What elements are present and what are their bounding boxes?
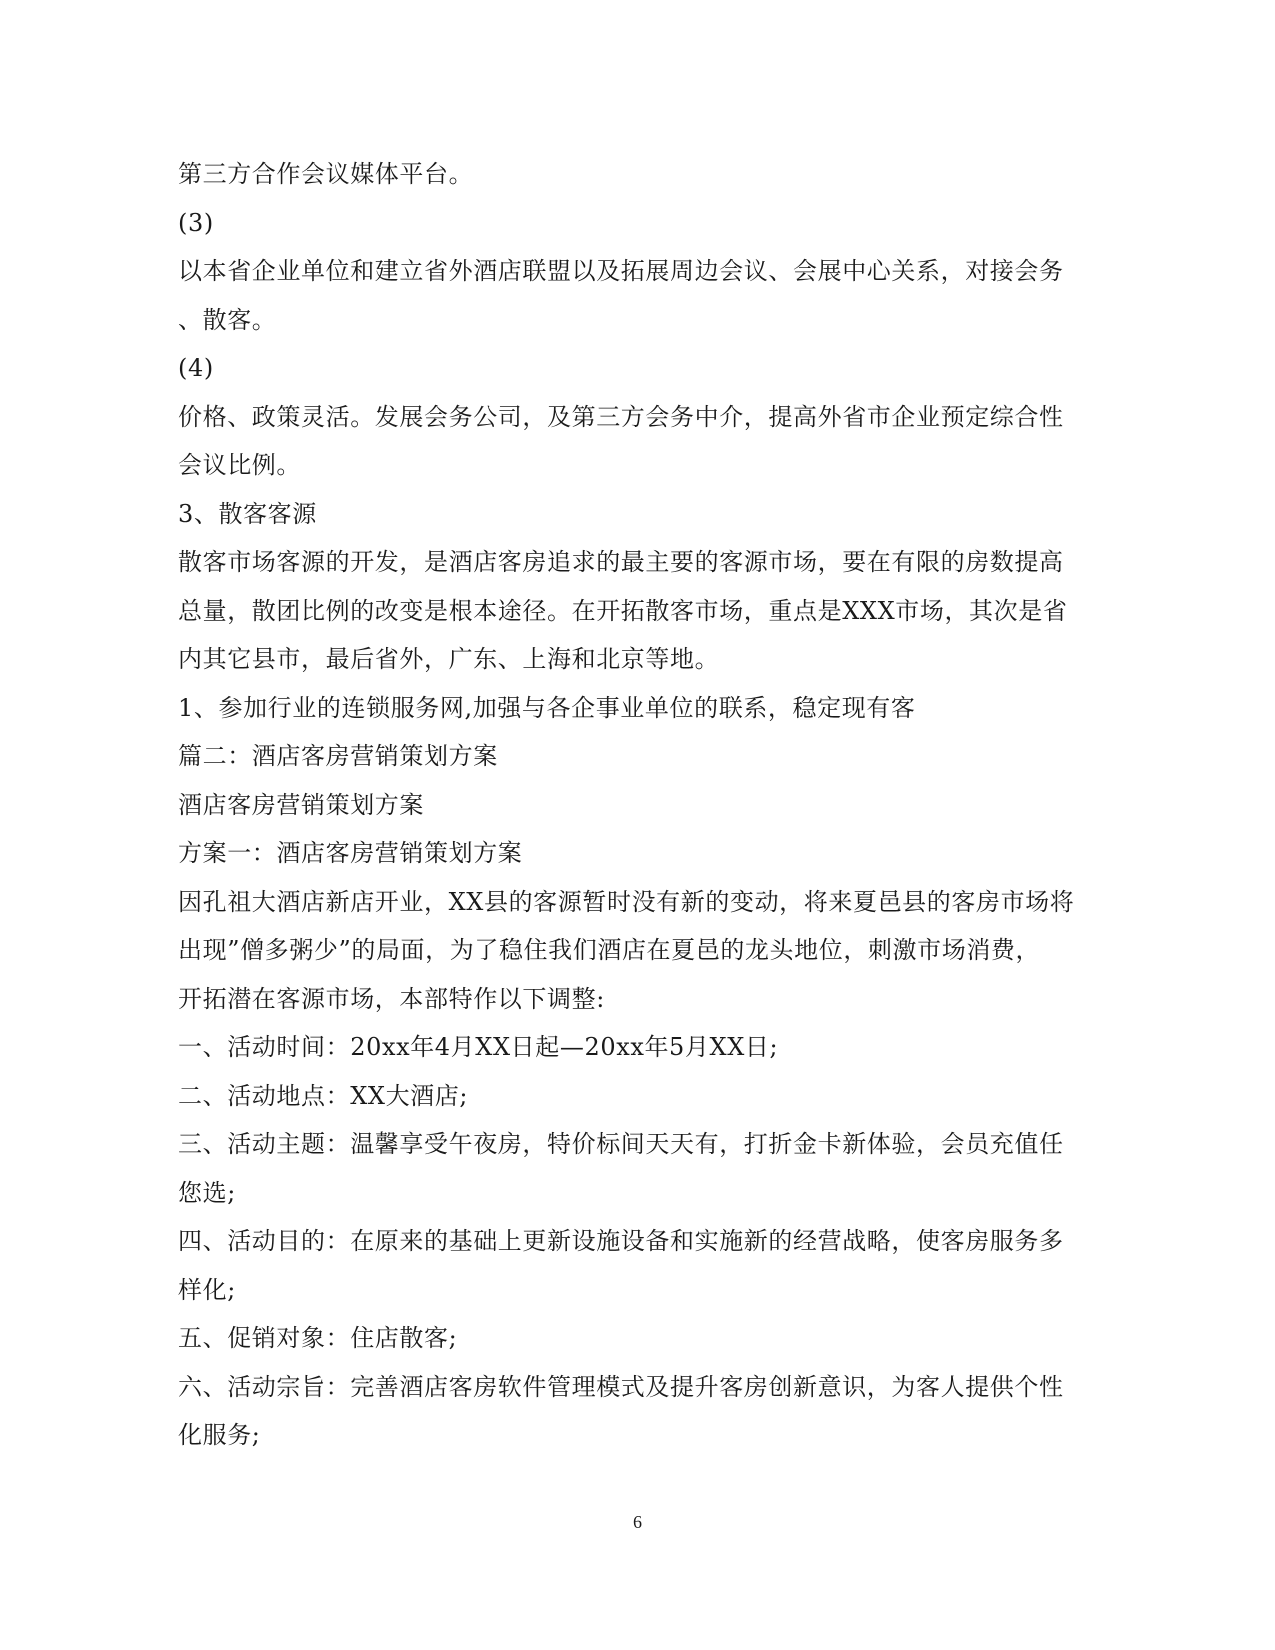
text-line: 样化; [178, 1275, 236, 1304]
section-heading: 篇二：酒店客房营销策划方案 [178, 742, 498, 770]
section-heading: 3、散客客源 [178, 499, 317, 528]
text-line: 开拓潜在客源市场，本部特作以下调整: [178, 984, 605, 1013]
page-number: 6 [633, 1512, 642, 1532]
text-line: 会议比例。 [178, 451, 301, 479]
text-line: 内其它县市，最后省外，广东、上海和北京等地。 [178, 645, 720, 673]
list-item: 三、活动主题：温馨享受午夜房，特价标间天天有，打折金卡新体验，会员充值任 [178, 1130, 1064, 1158]
text-line: 、散客。 [178, 305, 277, 334]
list-item: 二、活动地点：XX大酒店; [178, 1081, 469, 1110]
text-line: 1、参加行业的连锁服务网,加强与各企事业单位的联系，稳定现有客 [178, 693, 916, 722]
text-line: 总量，散团比例的改变是根本途径。在开拓散客市场，重点是XXX市场，其次是省 [178, 596, 1068, 625]
text-line: 价格、政策灵活。发展会务公司，及第三方会务中介，提高外省市企业预定综合性 [178, 402, 1064, 431]
list-item: 六、活动宗旨：完善酒店客房软件管理模式及提升客房创新意识，为客人提供个性 [178, 1372, 1064, 1401]
text-line: 散客市场客源的开发，是酒店客房追求的最主要的客源市场，要在有限的房数提高 [178, 548, 1064, 576]
text-line: 化服务; [178, 1421, 261, 1449]
list-item: 四、活动目的：在原来的基础上更新设施设备和实施新的经营战略，使客房服务多 [178, 1227, 1064, 1255]
text-line: 出现”僧多粥少”的局面，为了稳住我们酒店在夏邑的龙头地位，刺激市场消费， [178, 936, 1041, 964]
text-line: 您选; [178, 1178, 236, 1207]
text-line: 第三方合作会议媒体平台。 [178, 160, 474, 188]
text-line: (4) [178, 354, 214, 382]
text-line: (3) [178, 208, 214, 237]
section-heading: 方案一：酒店客房营销策划方案 [178, 839, 523, 867]
text-line: 因孔祖大酒店新店开业，XX县的客源暂时没有新的变动，将来夏邑县的客房市场将 [178, 887, 1075, 916]
list-item: 一、活动时间：20xx年4月XX日起—20xx年5月XX日; [178, 1033, 779, 1061]
text-line: 以本省企业单位和建立省外酒店联盟以及拓展周边会议、会展中心关系，对接会务 [178, 257, 1064, 285]
document-body [178, 150, 1078, 1460]
document-title: 酒店客房营销策划方案 [178, 790, 424, 819]
list-item: 五、促销对象：住店散客; [178, 1324, 458, 1352]
